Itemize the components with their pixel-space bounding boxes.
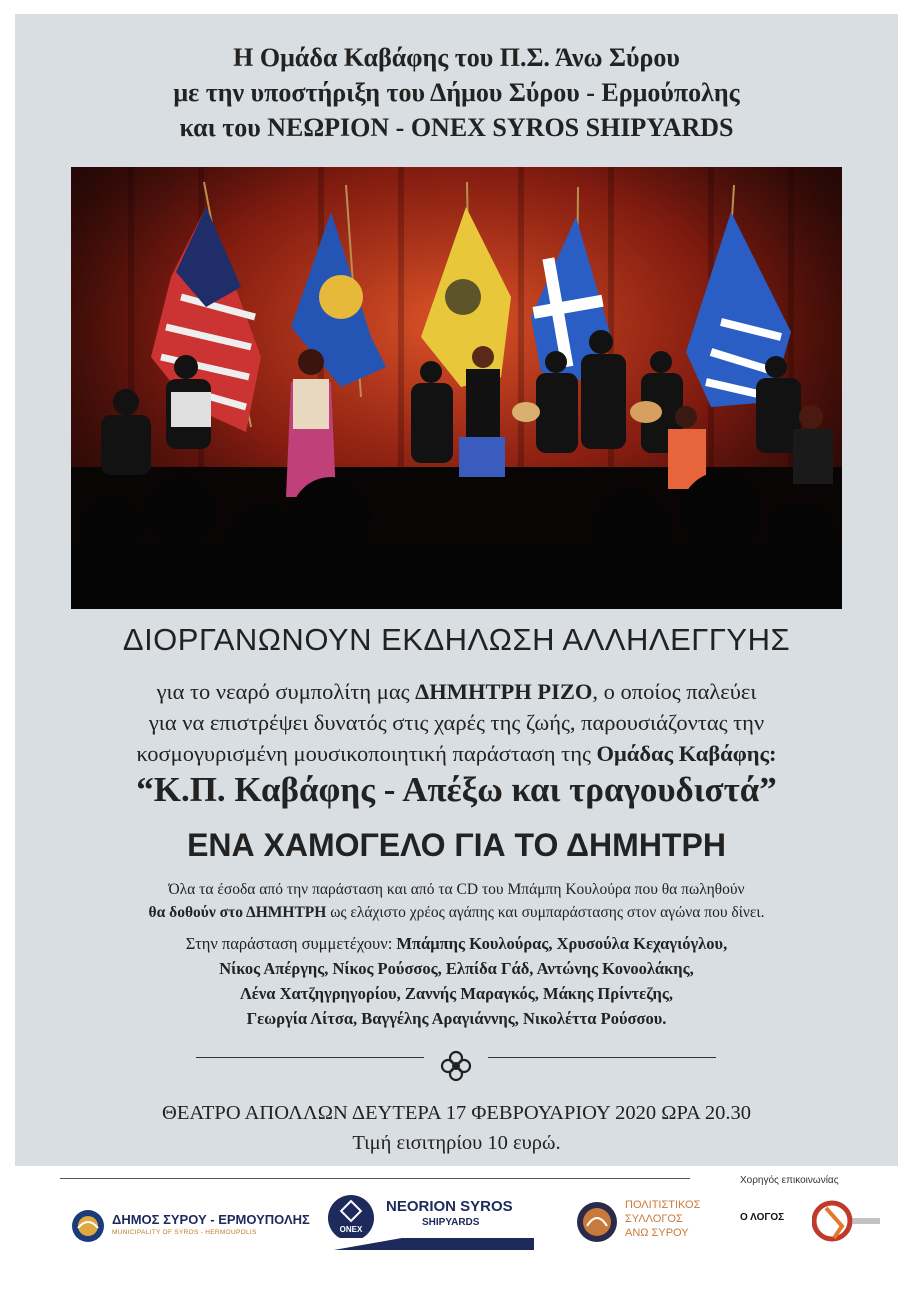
cast-names: Νίκος Απέργης, Νίκος Ρούσσος, Ελπίδα Γάδ, Αντώνης Κονοολάκης, — [219, 959, 694, 978]
venue-block — [0, 1098, 913, 1158]
municipality-logo — [70, 1208, 310, 1244]
cultural-society-line-2: ΣΥΛΛΟΓΟΣ — [625, 1213, 683, 1225]
cast-names: Γεωργία Λίτσα, Βαγγέλης Αραγιάννης, Νικολέττα Ρούσσου. — [246, 1009, 667, 1028]
proceeds-line-1: Όλα τα έσοδα από την παράσταση και από τα CD του Μπάμπη Κουλούρα που θα πωληθούν — [168, 881, 745, 898]
cast-list — [0, 931, 913, 1031]
intro-text: , ο οποίος παλεύει — [592, 679, 757, 704]
cultural-society-emblem-icon — [575, 1200, 619, 1244]
municipality-subname: MUNICIPALITY OF SYROS - HERMOUPOLIS — [112, 1229, 257, 1236]
onex-badge-icon — [328, 1195, 374, 1241]
cast-line-4 — [0, 1006, 913, 1031]
intro-paragraph — [0, 676, 913, 769]
header-line-1: Η Ομάδα Καβάφης του Π.Σ. Άνω Σύρου — [233, 43, 680, 72]
proceeds-line-2 — [0, 901, 913, 924]
header-line-3: και του ΝΕΩΡΙΟΝ - ONEX SYROS SHIPYARDS — [179, 113, 734, 142]
municipality-name: ΔΗΜΟΣ ΣΥΡΟΥ - ΕΡΜΟΥΠΟΛΗΣ — [112, 1212, 310, 1227]
header-block — [0, 40, 913, 145]
neorion-wave-stripe — [314, 1238, 534, 1250]
show-title: “Κ.Π. Καβάφης - Απέξω και τραγουδιστά” — [136, 770, 777, 809]
footer-divider — [60, 1178, 690, 1179]
logos-newspaper-logo — [740, 1212, 810, 1232]
event-title: ΔΙΟΡΓΑΝΩΝΟΥΝ ΕΚΔΗΛΩΣΗ ΑΛΛΗΛΕΓΓΥΗΣ — [122, 622, 791, 657]
venue-date-time: ΘΕΑΤΡΟ ΑΠΟΛΛΩΝ ΔΕΥΤΕΡΑ 17 ΦΕΒΡΟΥΑΡΙΟΥ 2020 ΩΡΑ 20.30 — [162, 1102, 751, 1124]
cast-names: Λένα Χατζηγρηγορίου, Ζαννής Μαραγκός, Μάκης Πρίντεζης, — [239, 984, 674, 1003]
proceeds-note — [0, 878, 913, 924]
header-line-2: με την υποστήριξη του Δήμου Σύρου - Ερμούπολης — [173, 78, 740, 107]
divider-right — [488, 1057, 716, 1058]
ticket-price: Τιμή εισιτηρίου 10 ευρώ. — [352, 1132, 561, 1154]
media-sponsor-logo — [812, 1198, 884, 1244]
proceeds-bold: θα δοθούν στο ΔΗΜΗΤΡΗ — [148, 904, 327, 921]
intro-line-2: για να επιστρέψει δυνατός στις χαρές της ζωής, παρουσιάζοντας την — [148, 710, 765, 735]
campaign-slogan: ΕΝΑ ΧΑΜΟΓΕΛΟ ΓΙΑ ΤΟ ΔΗΜΗΤΡΗ — [187, 827, 726, 863]
cultural-society-line-3: ΑΝΩ ΣΥΡΟΥ — [625, 1227, 689, 1239]
divider-left — [196, 1057, 424, 1058]
cast-line-3 — [0, 981, 913, 1006]
media-sponsor-emblem-icon — [812, 1198, 884, 1244]
beneficiary-name: ΔΗΜΗΤΡΗ ΡΙΖΟ — [415, 679, 593, 704]
proceeds-text: ως ελάχιστο χρέος αγάπης και συμπαράστασης στον αγώνα που δίνει. — [326, 904, 765, 921]
intro-line-3 — [0, 738, 913, 769]
municipality-emblem-icon — [70, 1208, 106, 1244]
shipyards-label: SHIPYARDS — [422, 1217, 480, 1228]
neorion-logo — [314, 1192, 534, 1252]
cultural-society-logo — [575, 1198, 705, 1248]
stage-scene-illustration — [71, 167, 842, 609]
cultural-society-line-1: ΠΟΛΙΤΙΣΤΙΚΟΣ — [625, 1199, 701, 1211]
logos-newspaper-name: Ο ΛΟΓΟΣ — [740, 1212, 785, 1223]
onex-badge-text: ONEX — [339, 1225, 363, 1234]
flower-ornament-icon — [440, 1050, 472, 1087]
cultural-society-text — [625, 1198, 700, 1240]
cast-intro: Στην παράσταση συμμετέχουν: — [185, 934, 397, 953]
intro-text: κοσμογυρισμένη μουσικοποιητική παράσταση της — [136, 741, 597, 766]
cast-names: Μπάμπης Κουλούρας, Χρυσούλα Κεχαγιόγλου, — [396, 934, 728, 953]
neorion-name: NEORION SYROS — [386, 1198, 513, 1215]
intro-text: για το νεαρό συμπολίτη μας — [156, 679, 416, 704]
group-name: Ομάδας Καβάφης: — [596, 741, 777, 766]
cast-line-1 — [0, 931, 913, 956]
cast-line-2 — [0, 956, 913, 981]
media-sponsor-label: Χορηγός επικοινωνίας — [740, 1175, 839, 1186]
concert-photo — [71, 167, 842, 609]
intro-line-1 — [0, 676, 913, 707]
